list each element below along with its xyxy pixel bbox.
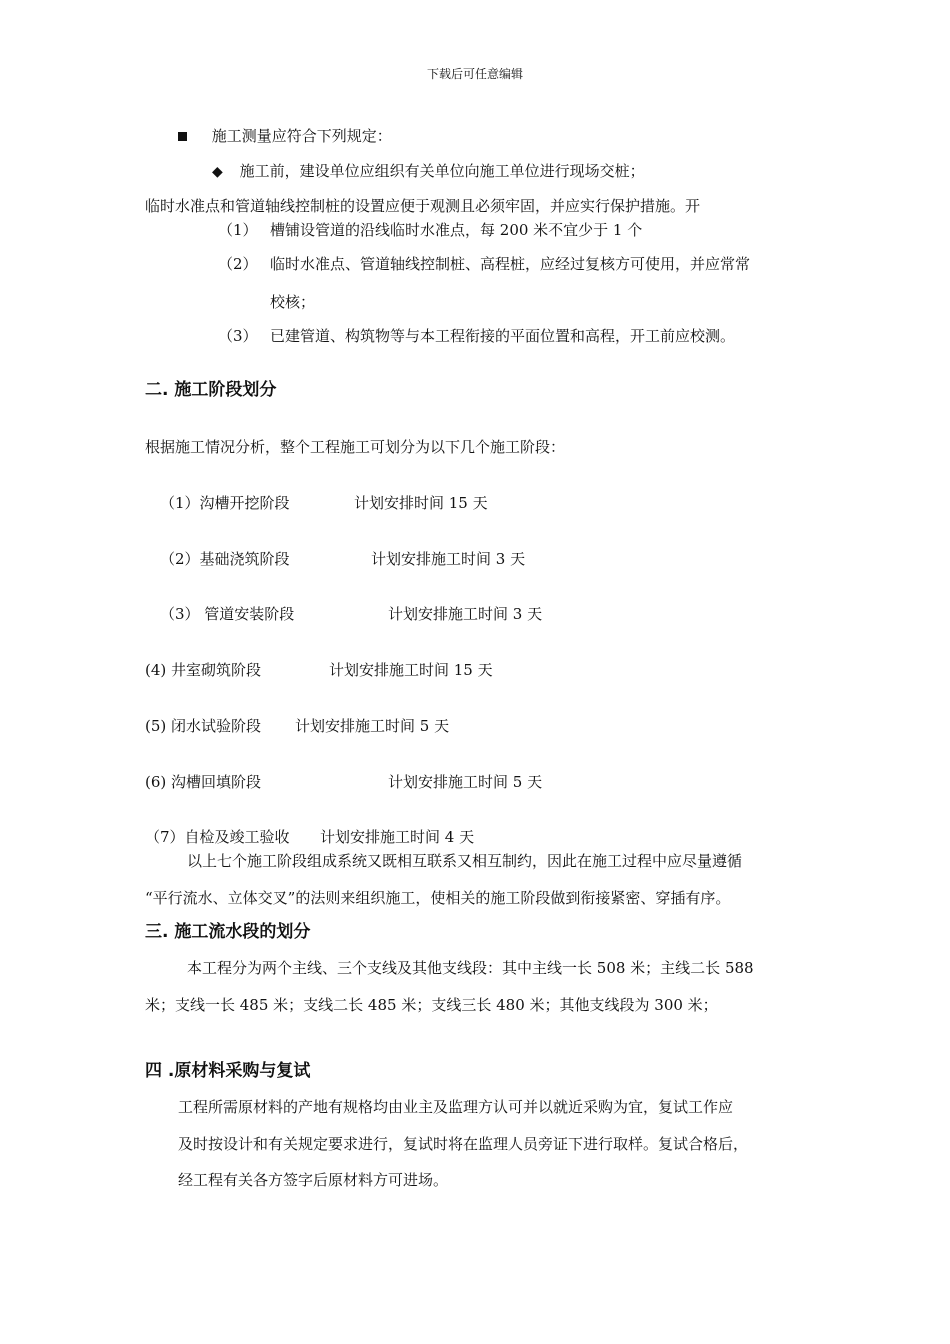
survey-item-num: （1） [218,221,258,239]
section-3-line-2: 米；支线一长 485 米；支线二长 485 米；支线三长 480 米；其他支线段为 300 米； [145,996,718,1014]
stage-plan: 计划安排施工时间 3 天 [388,605,543,623]
section-4-title: 四 .原材料采购与复试 [145,1061,311,1081]
page-header: 下载后可任意编辑 [426,67,523,81]
survey-item-2-continued: 校核； [270,293,316,311]
stage-1 [160,493,488,513]
stage-7 [145,827,475,847]
survey-line-a: 临时水准点和管道轴线控制桩的设置应便于观测且必须牢固，并应实行保护措施。开 [145,197,701,215]
stage-plan: 计划安排施工时间 5 天 [388,773,543,791]
survey-sub-item: 施工前，建设单位应组织有关单位向施工单位进行现场交桩； [239,162,645,180]
stage-plan: 计划安排施工时间 15 天 [329,661,493,679]
survey-heading-line [178,126,392,146]
stage-label: （3） 管道安装阶段 [160,605,295,623]
survey-item-2 [218,254,818,274]
stage-label: （1）沟槽开挖阶段 [160,494,290,512]
survey-item-text: 临时水准点、管道轴线控制桩、高程桩，应经过复核方可使用，并应常常 [270,255,751,273]
stage-5 [145,716,450,736]
survey-item-num: （3） [218,327,258,345]
stage-3 [160,604,543,624]
stage-4 [145,660,493,680]
section-2-title: 二. 施工阶段划分 [145,380,277,400]
stage-plan: 计划安排施工时间 4 天 [320,828,475,846]
section-2-summary-2: “平行流水、立体交叉”的法则来组织施工，使相关的施工阶段做到衔接紧密、穿插有序。 [145,889,731,907]
stage-label: (4) 井室砌筑阶段 [145,661,262,679]
section-4-line-3: 经工程有关各方签字后原材料方可进场。 [178,1171,449,1189]
survey-item-3 [218,326,818,346]
square-bullet-icon [178,132,187,141]
stage-plan: 计划安排施工时间 3 天 [371,550,526,568]
stage-plan: 计划安排时间 15 天 [354,494,488,512]
survey-heading: 施工测量应符合下列规定： [211,127,392,145]
survey-sub-item-line [212,161,645,182]
stage-label: (5) 闭水试验阶段 [145,717,262,735]
stage-label: (6) 沟槽回填阶段 [145,773,262,791]
stage-6 [145,772,543,792]
section-3-line-1: 本工程分为两个主线、三个支线及其他支线段：其中主线一长 508 米；主线二长 588 [187,959,754,977]
section-3-title: 三. 施工流水段的划分 [145,922,311,942]
survey-item-1 [218,220,818,240]
survey-item-text: 已建管道、构筑物等与本工程衔接的平面位置和高程，开工前应校测。 [270,327,736,345]
stage-label: （2）基础浇筑阶段 [160,550,290,568]
diamond-bullet-icon: ◆ [212,164,223,180]
section-2-summary-1: 以上七个施工阶段组成系统又既相互联系又相互制约，因此在施工过程中应尽量遵循 [187,852,743,870]
survey-item-num: （2） [218,255,258,273]
stage-plan: 计划安排施工时间 5 天 [295,717,450,735]
section-4-line-1: 工程所需原材料的产地有规格均由业主及监理方认可并以就近采购为宜，复试工作应 [178,1098,734,1116]
stage-label: （7）自检及竣工验收 [145,828,290,846]
section-4-line-2: 及时按设计和有关规定要求进行，复试时将在监理人员旁证下进行取样。复试合格后， [178,1135,749,1153]
section-2-intro: 根据施工情况分析，整个工程施工可划分为以下几个施工阶段： [145,438,566,456]
survey-item-text: 槽铺设管道的沿线临时水准点，每 200 米不宜少于 1 个 [270,221,643,239]
stage-2 [160,549,526,569]
